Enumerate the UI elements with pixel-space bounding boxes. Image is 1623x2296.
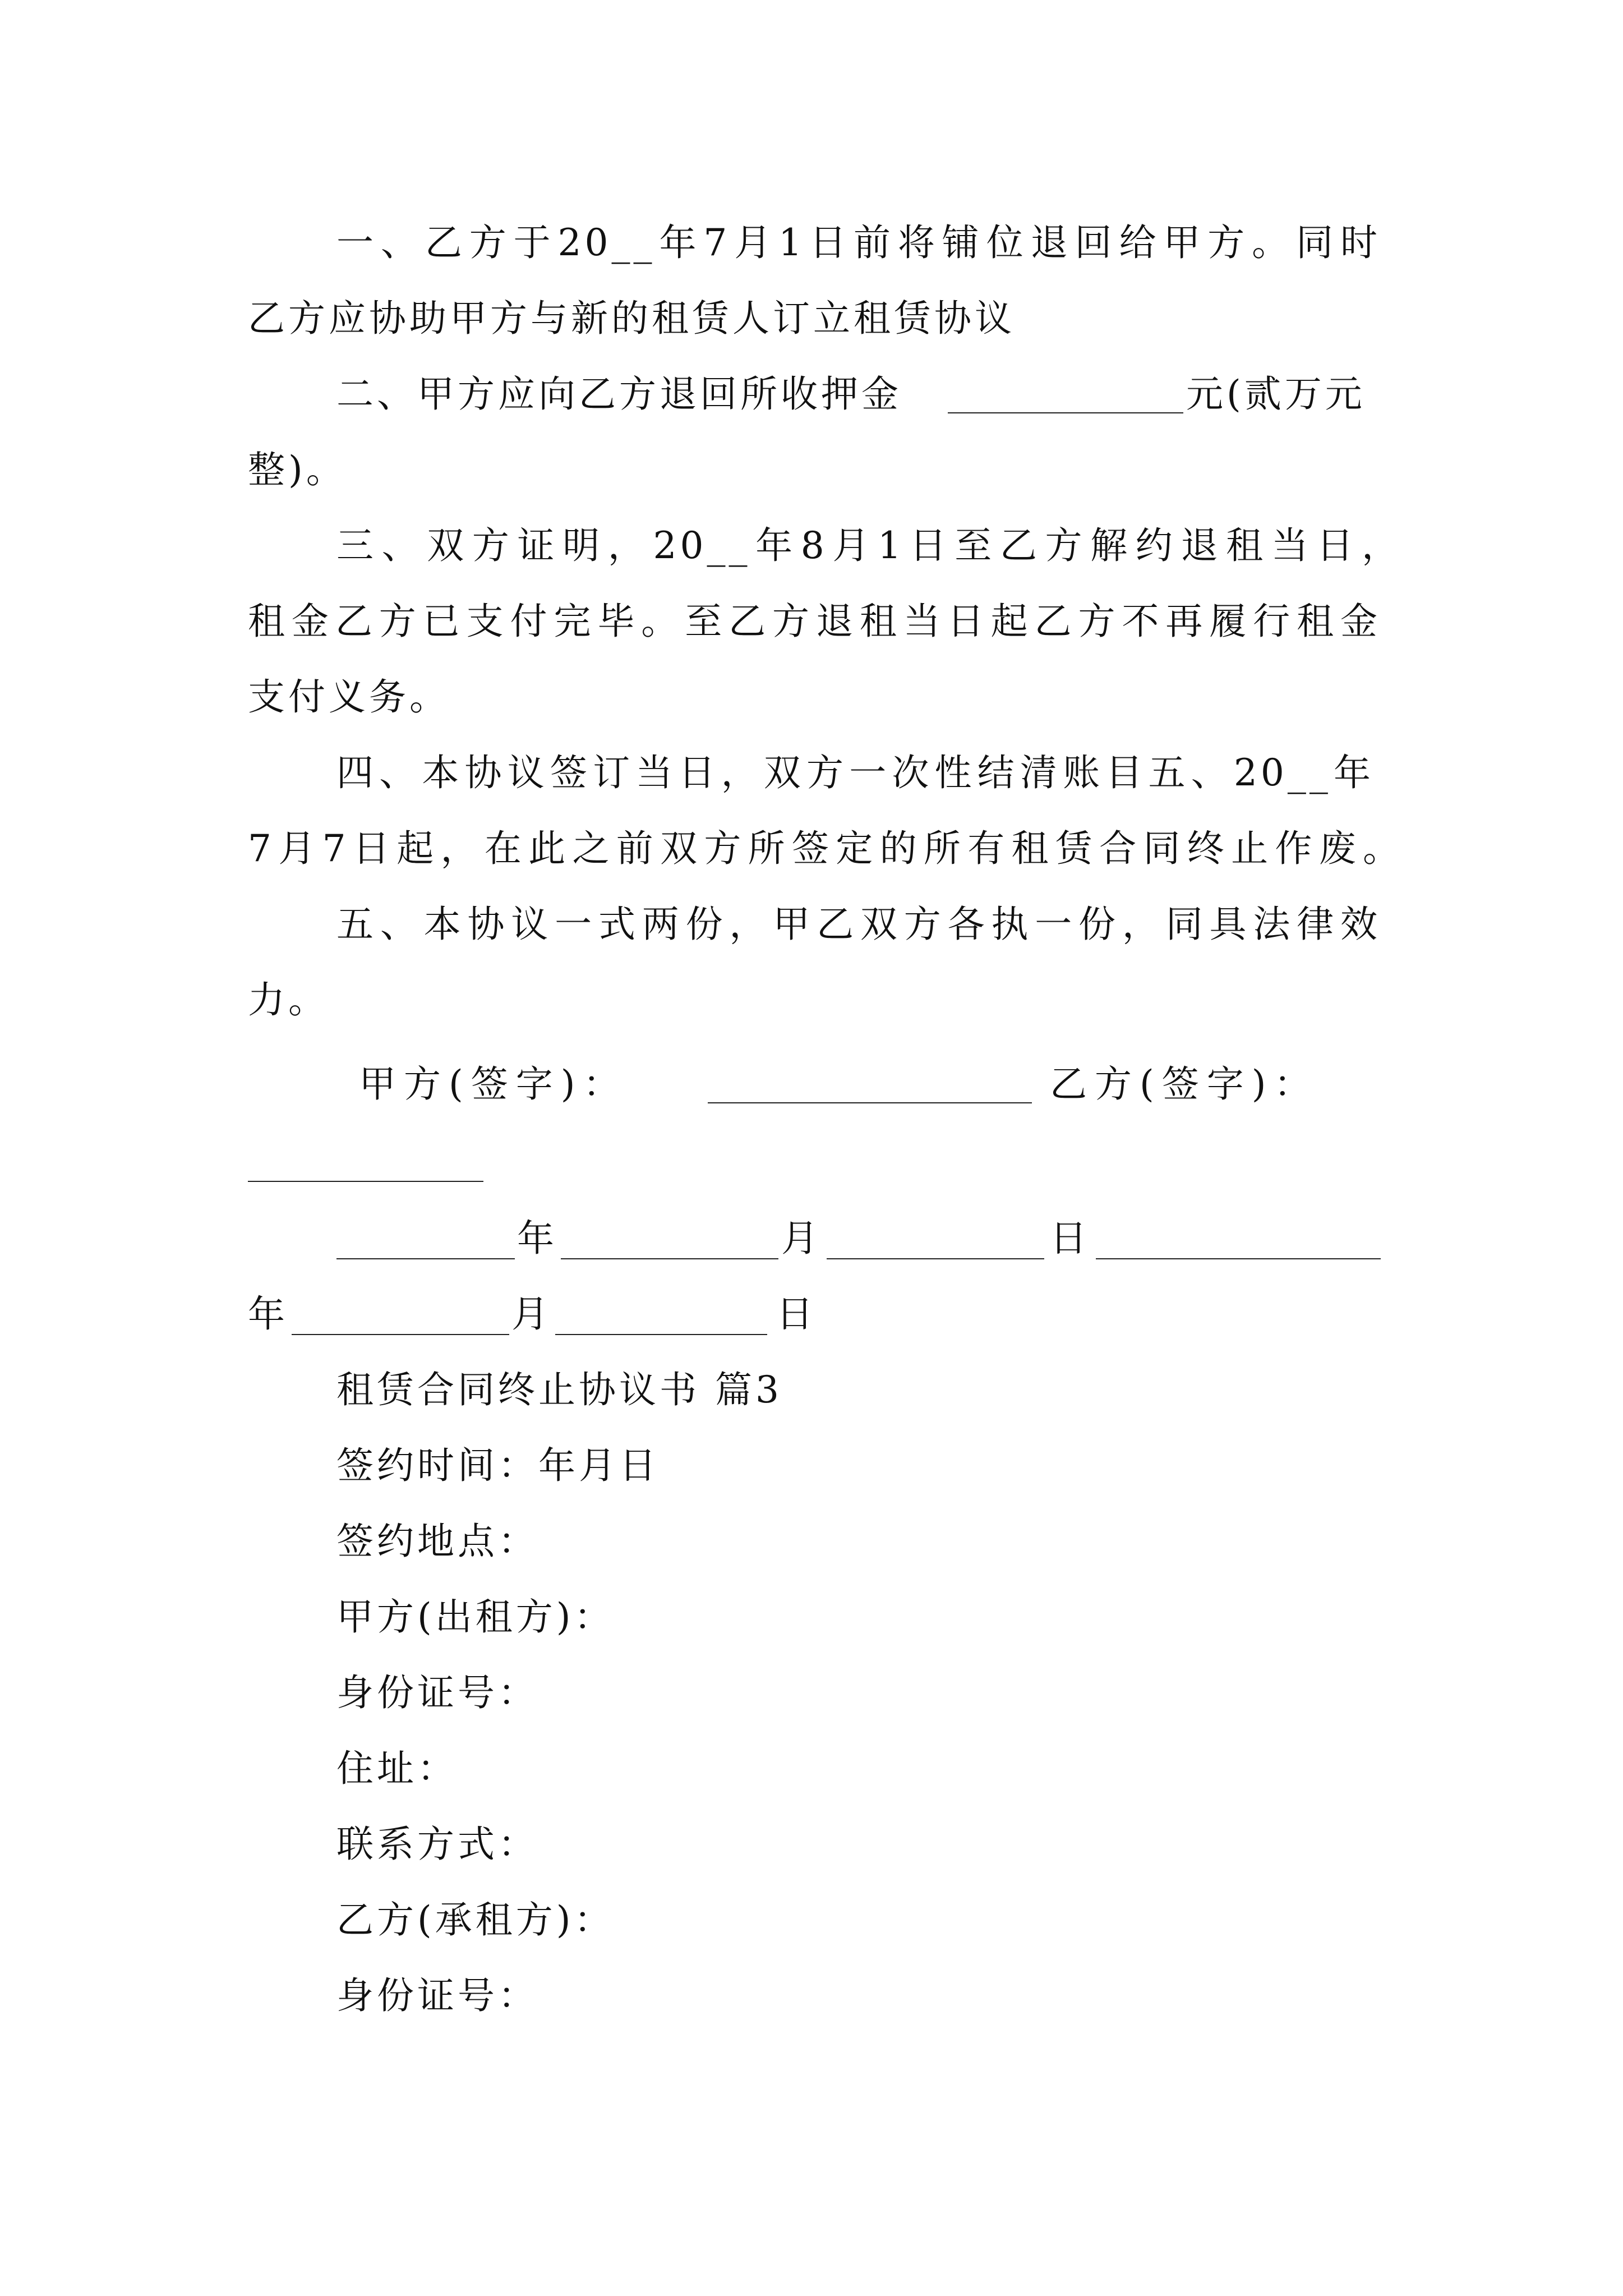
- date-b-lead-blank: [1096, 1258, 1381, 1259]
- para-2-line-1-start: 二、甲方应向乙方退回所收押金: [336, 372, 902, 416]
- para-4-line-2: 7月7日起，在此之前双方所签定的所有租赁合同终止作废。: [248, 827, 1403, 870]
- party-a-address: 住址：: [336, 1747, 458, 1790]
- party-b-lessee: 乙方(承租方)：: [336, 1898, 615, 1941]
- party-b-signature-label: 乙方(签字)：: [1050, 1062, 1319, 1106]
- para-5-line-1: 五、本协议一式两份，甲乙双方各执一份，同具法律效: [336, 903, 1381, 946]
- date-a-day-label: 日: [1050, 1217, 1090, 1260]
- party-b-signature-line: [248, 1181, 483, 1182]
- para-1-line-1: 一、乙方于20__年7月1日前将铺位退回给甲方。同时: [336, 221, 1381, 264]
- party-b-id-number: 身份证号：: [336, 1974, 538, 2017]
- party-a-id-number: 身份证号：: [336, 1671, 538, 1714]
- date-a-year-label: 年: [517, 1217, 557, 1260]
- para-3-line-2: 租金乙方已支付完毕。至乙方退租当日起乙方不再履行租金: [248, 600, 1381, 643]
- para-3-line-3: 支付义务。: [248, 675, 450, 719]
- date-b-year-label: 年: [248, 1292, 288, 1336]
- para-3-line-1: 三、双方证明，20__年8月1日至乙方解约退租当日，: [336, 524, 1402, 567]
- date-b-month-label: 月: [511, 1292, 552, 1336]
- date-a-month-label: 月: [781, 1217, 822, 1260]
- sign-place: 签约地点：: [336, 1520, 538, 1563]
- section-3-title: 租赁合同终止协议书 篇3: [336, 1368, 782, 1411]
- para-2-line-2: 整)。: [248, 448, 347, 491]
- party-a-lessor: 甲方(出租方)：: [336, 1595, 615, 1639]
- para-1-line-2: 乙方应协助甲方与新的租赁人订立租赁协议: [248, 297, 1015, 340]
- date-b-day-label: 日: [776, 1292, 817, 1336]
- sign-time: 签约时间：年月日: [336, 1444, 660, 1487]
- date-a-month-blank: [561, 1258, 778, 1259]
- para-2-line-1-end: 元(贰万元: [1186, 372, 1366, 416]
- party-a-contact: 联系方式：: [336, 1823, 538, 1866]
- para-4-line-1: 四、本协议签订当日，双方一次性结清账目五、20__年: [336, 751, 1374, 794]
- party-a-signature-label: 甲方(签字)：: [359, 1062, 628, 1106]
- deposit-blank: [948, 412, 1183, 413]
- date-b-day-blank: [555, 1334, 767, 1335]
- date-b-month-blank: [292, 1334, 509, 1335]
- party-a-signature-line: [708, 1102, 1032, 1103]
- date-a-day-blank: [827, 1258, 1044, 1259]
- para-5-line-2: 力。: [248, 978, 329, 1022]
- date-a-year-blank: [336, 1258, 515, 1259]
